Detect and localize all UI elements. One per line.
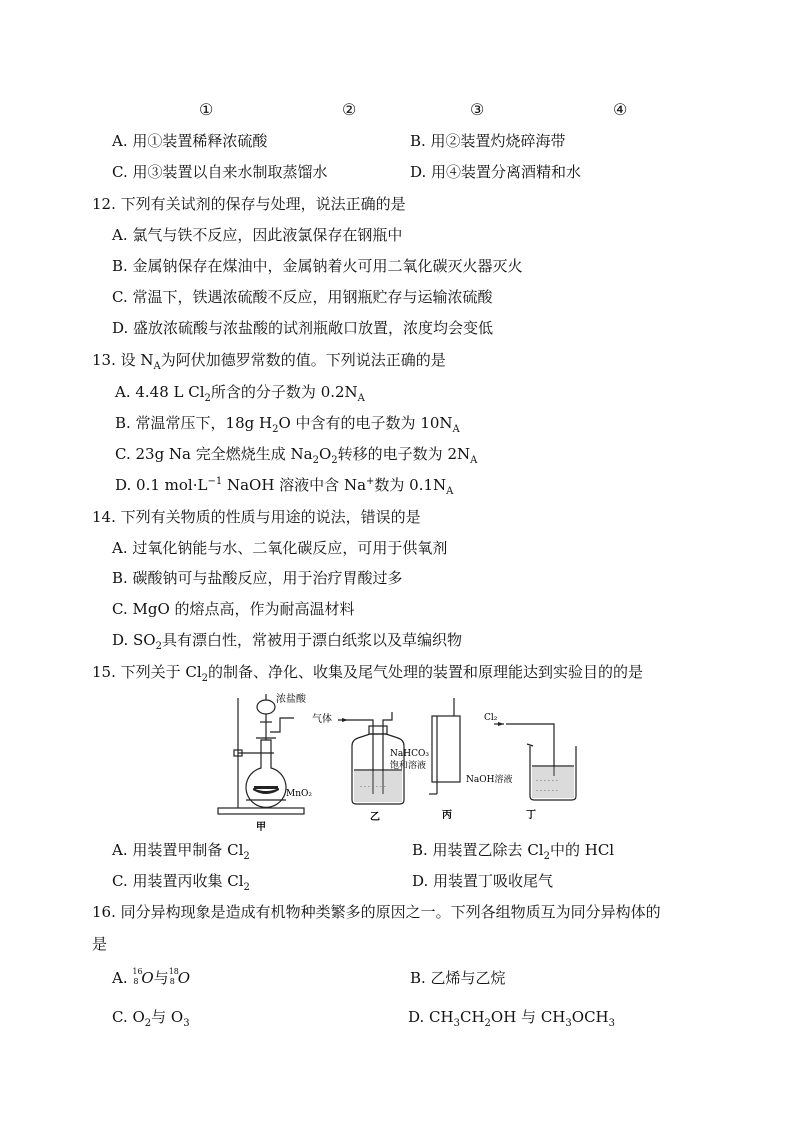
q15-stem: 15. 下列关于 $Cl_2$的制备、净化、收集及尾气处理的装置和原理能达到实验目的的是 (92, 663, 644, 684)
label-gas: 气体 (312, 714, 332, 725)
svg-text:- - - - - -: - - - - - - (536, 777, 558, 784)
label-naoh-solution: NaOH溶液 (466, 775, 513, 785)
q12-stem: 12. 下列有关试剂的保存与处理，说法正确的是 (92, 195, 406, 213)
q13-stem: 13. 设 $N_A$为阿伏加德罗常数的值。下列说法正确的是 (92, 351, 446, 372)
q13-option-c: C. 23g Na 完全燃烧生成 $Na_2O_2$转移的电子数为 $2N_A$ (115, 445, 478, 466)
q14-stem: 14. 下列有关物质的性质与用途的说法，错误的是 (92, 508, 421, 526)
q15-option-b: B. 用装置乙除去 $Cl_2$中的 HCl (412, 841, 615, 862)
label-jia: 甲 (256, 822, 266, 833)
q16-stem-line1: 16. 同分异构现象是造成有机物种类繁多的原因之一。下列各组物质互为同分异构体的 (92, 903, 661, 921)
apparatus-label-4: ④ (613, 100, 628, 119)
q16-option-b: B. 乙烯与乙烷 (410, 969, 506, 987)
q14-option-d: D. $SO_2$具有漂白性，常被用于漂白纸浆以及草编织物 (112, 631, 462, 652)
q11-option-c: C. 用③装置以自来水制取蒸馏水 (112, 163, 328, 181)
apparatus-label-1: ① (199, 100, 214, 119)
q14-option-c: C. MgO 的熔点高，作为耐高温材料 (112, 600, 355, 618)
q11-option-b: B. 用②装置灼烧碎海带 (410, 132, 566, 150)
label-mno2: MnO₂ (286, 789, 312, 799)
svg-text:- - - - - - -: - - - - - - - (360, 783, 386, 790)
q12-option-c: C. 常温下，铁遇浓硫酸不反应，用钢瓶贮存与运输浓硫酸 (112, 288, 493, 306)
q13-option-a: A. 4.48 L $Cl_2$所含的分子数为 $0.2N_A$ (115, 383, 365, 404)
q13-option-d: D. 0.1 $mol\cdot L^{-1}$ NaOH 溶液中含 Na+数为 $0.1N_A$ (115, 476, 454, 497)
q14-option-b: B. 碳酸钠可与盐酸反应，用于治疗胃酸过多 (112, 569, 403, 587)
q12-option-a: A. 氯气与铁不反应，因此液氯保存在钢瓶中 (112, 226, 403, 244)
label-cl2: Cl₂ (484, 713, 498, 723)
label-ding: 丁 (526, 810, 536, 821)
label-conc-hcl: 浓盐酸 (276, 694, 306, 705)
q15-apparatus-figure (214, 690, 584, 836)
label-nahco3: NaHCO₃ (390, 749, 429, 759)
q15-option-d: D. 用装置丁吸收尾气 (412, 872, 554, 890)
q16-option-d: D. $CH_3CH_2OH$ 与 $CH_3OCH_3$ (408, 1008, 615, 1029)
q16-option-a: A. 16 8 O与 18 8 O (112, 967, 191, 987)
svg-text:- - - - - -: - - - - - - (536, 787, 558, 794)
q15-option-c: C. 用装置丙收集 $Cl_2$ (112, 872, 250, 893)
apparatus-label-2: ② (342, 100, 357, 119)
apparatus-label-3: ③ (470, 100, 485, 119)
q16-stem-line2: 是 (92, 935, 108, 953)
q15-option-a: A. 用装置甲制备 $Cl_2$ (112, 841, 250, 862)
label-yi: 乙 (370, 812, 380, 823)
label-bing: 丙 (442, 810, 452, 821)
q12-option-d: D. 盛放浓硫酸与浓盐酸的试剂瓶敞口放置，浓度均会变低 (112, 319, 494, 337)
stand-base (218, 808, 304, 814)
q11-option-a: A. 用①装置稀释浓硫酸 (112, 132, 268, 150)
q11-option-d: D. 用④装置分离酒精和水 (410, 163, 582, 181)
q16-option-c: C. $O_2$与 $O_3$ (112, 1008, 190, 1029)
q14-option-a: A. 过氧化钠能与水、二氧化碳反应，可用于供氧剂 (112, 539, 448, 557)
q12-option-b: B. 金属钠保存在煤油中，金属钠着火可用二氧化碳灭火器灭火 (112, 257, 523, 275)
label-saturated-solution: 饱和溶液 (390, 761, 427, 771)
q13-option-b: B. 常温常压下，18g $H_2O$ 中含有的电子数为 $10N_A$ (115, 414, 460, 435)
